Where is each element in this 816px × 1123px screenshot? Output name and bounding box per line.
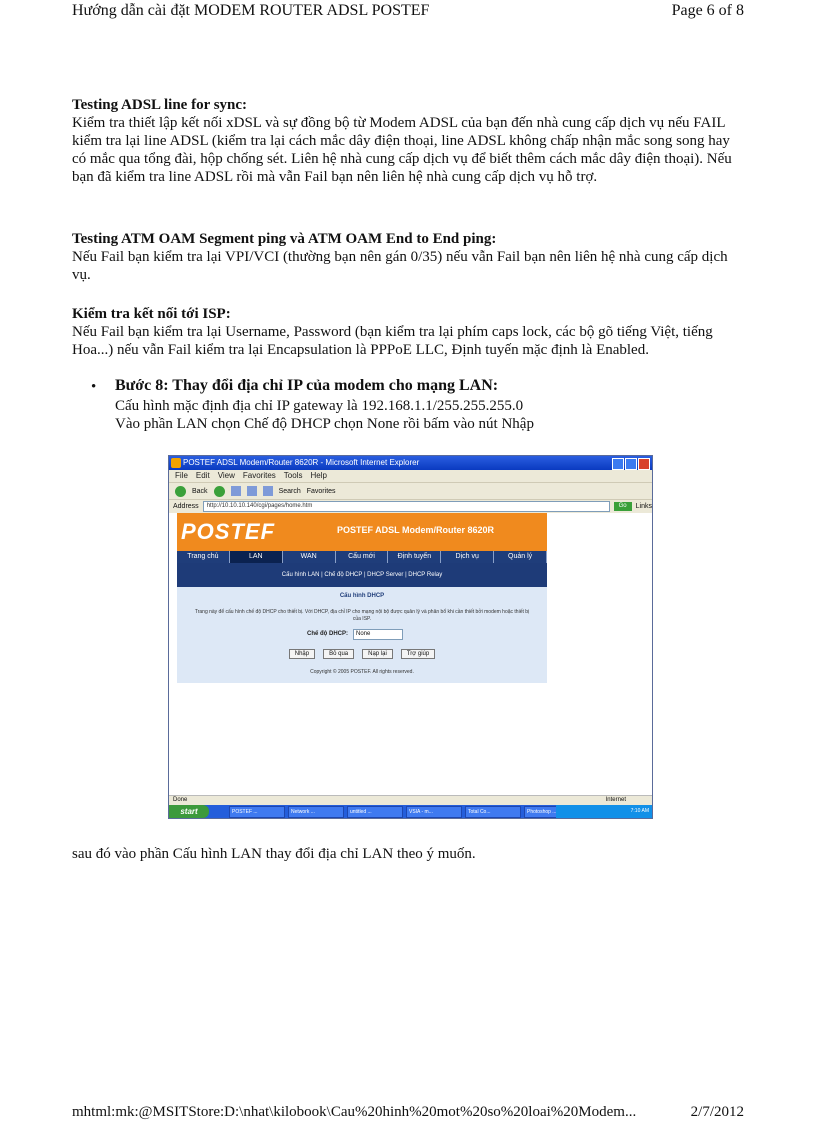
close-icon[interactable] bbox=[638, 458, 650, 470]
submit-button[interactable]: Nhập bbox=[289, 649, 315, 659]
panel-description: Trang này để cấu hình chế độ DHCP cho thiết bị. Với DHCP, địa chỉ IP cho mạng nội bộ được quản lý và phân bổ khi cần thiết bởi modem hoặc thiết bị của ISP. bbox=[194, 609, 530, 622]
status-bar bbox=[169, 795, 653, 805]
task-item[interactable]: untitled ... bbox=[347, 806, 403, 818]
after-text: sau đó vào phần Cấu hình LAN thay đổi địa chỉ LAN theo ý muốn. bbox=[72, 846, 476, 862]
help-button[interactable]: Trợ giúp bbox=[401, 649, 435, 659]
section-heading: Testing ATM OAM Segment ping và ATM OAM End to End ping: bbox=[72, 231, 497, 247]
refresh-icon[interactable] bbox=[247, 486, 257, 496]
task-item[interactable]: Network ... bbox=[288, 806, 344, 818]
bullet-icon: • bbox=[91, 379, 97, 395]
task-item[interactable]: POSTEF ... bbox=[229, 806, 285, 818]
status-text: Done bbox=[173, 797, 188, 803]
step-line-1: Cấu hình mặc định địa chỉ IP gateway là 192.168.1.1/255.255.255.0 bbox=[115, 398, 524, 414]
section-body: Nếu Fail bạn kiểm tra lại Username, Password (bạn kiểm tra lại phím caps lock, các bộ gõ tiếng Việt, tiếng Hoa...) nếu vẫn Fail kiểm tra lại Encapsulation là PPPoE LLC, Định tuyến mặc định là Enabled. bbox=[72, 324, 713, 358]
task-list bbox=[229, 806, 580, 818]
nav-home[interactable]: Trang chủ bbox=[177, 551, 230, 563]
section-isp bbox=[72, 305, 744, 359]
browser-screenshot bbox=[168, 455, 653, 819]
menu-favorites[interactable]: Favorites bbox=[242, 471, 276, 480]
menu-help[interactable]: Help bbox=[310, 471, 327, 480]
browser-toolbar bbox=[169, 482, 652, 499]
task-item[interactable]: VSIA - m... bbox=[406, 806, 462, 818]
address-input[interactable]: http://10.10.10.140/cgi/pages/home.htm bbox=[203, 501, 610, 512]
dhcp-mode-select[interactable]: None bbox=[353, 629, 403, 640]
nav-lan[interactable]: LAN bbox=[230, 551, 283, 563]
forward-icon[interactable] bbox=[214, 486, 225, 497]
menu-file[interactable]: File bbox=[175, 471, 188, 480]
router-page bbox=[169, 513, 652, 795]
menu-view[interactable]: View bbox=[217, 471, 235, 480]
stop-icon[interactable] bbox=[231, 486, 241, 496]
address-label: Address bbox=[173, 503, 199, 510]
nav-admin[interactable]: Quản lý bbox=[494, 551, 547, 563]
footer-date: 2/7/2012 bbox=[690, 1104, 744, 1120]
router-banner bbox=[177, 513, 547, 551]
address-bar bbox=[169, 499, 652, 514]
search-button[interactable]: Search bbox=[278, 487, 301, 495]
lan-subnav[interactable]: Cấu hình LAN | Chế độ DHCP | DHCP Server | DHCP Relay bbox=[177, 563, 547, 587]
nav-config[interactable]: Cấu mới bbox=[336, 551, 389, 563]
window-title: POSTEF ADSL Modem/Router 8620R - Microsoft Internet Explorer bbox=[183, 458, 420, 467]
start-button[interactable]: start bbox=[169, 805, 209, 818]
section-body: Nếu Fail bạn kiểm tra lại VPI/VCI (thường bạn nên gán 0/35) nếu vẫn Fail bạn nên liên hệ nhà cung cấp dịch vụ. bbox=[72, 249, 728, 283]
dhcp-panel bbox=[177, 587, 547, 683]
copyright: Copyright © 2005 POSTEF. All rights reserved. bbox=[310, 669, 414, 675]
task-item[interactable]: Photoshop ... bbox=[524, 806, 580, 818]
menu-bar bbox=[169, 470, 652, 482]
cancel-button[interactable]: Bỏ qua bbox=[323, 649, 354, 659]
links-button[interactable]: Links bbox=[635, 503, 652, 510]
go-button[interactable]: Go bbox=[614, 502, 632, 511]
nav-routing[interactable]: Định tuyến bbox=[388, 551, 441, 563]
back-icon[interactable] bbox=[175, 486, 186, 497]
clock: 7:10 AM bbox=[556, 805, 652, 818]
section-heading: Testing ADSL line for sync: bbox=[72, 97, 248, 113]
header-page-number: Page 6 of 8 bbox=[671, 2, 744, 19]
step-title: Bước 8: Thay đổi địa chỉ IP của modem cho mạng LAN: bbox=[115, 377, 499, 394]
section-sync bbox=[72, 96, 744, 186]
postef-logo: POSTEF bbox=[181, 519, 276, 544]
step-line-2: Vào phần LAN chọn Chế độ DHCP chọn None rồi bấm vào nút Nhập bbox=[115, 416, 534, 432]
nav-wan[interactable]: WAN bbox=[283, 551, 336, 563]
home-icon[interactable] bbox=[263, 486, 273, 496]
window-titlebar bbox=[169, 456, 652, 470]
nav-services[interactable]: Dịch vụ bbox=[441, 551, 494, 563]
maximize-icon[interactable] bbox=[625, 458, 637, 470]
taskbar bbox=[169, 805, 652, 818]
ie-icon bbox=[171, 458, 181, 468]
menu-edit[interactable]: Edit bbox=[195, 471, 210, 480]
panel-buttons bbox=[177, 649, 547, 659]
reload-button[interactable]: Nạp lại bbox=[362, 649, 393, 659]
dhcp-mode-label: Chế độ DHCP: bbox=[307, 631, 348, 637]
router-brand: POSTEF ADSL Modem/Router 8620R bbox=[337, 525, 495, 535]
menu-tools[interactable]: Tools bbox=[283, 471, 303, 480]
header-title: Hướng dẫn cài đặt MODEM ROUTER ADSL POSTEF bbox=[72, 2, 430, 19]
minimize-icon[interactable] bbox=[612, 458, 624, 470]
panel-title: Cấu hình DHCP bbox=[339, 593, 385, 599]
section-body: Kiểm tra thiết lập kết nối xDSL và sự đồng bộ từ Modem ADSL của bạn đến nhà cung cấp dịch vụ nếu FAIL kiểm tra lại line ADSL (kiểm tra lại cách mắc dây điện thoại, line ADSL không chấp nhận mắc song song hay có mắc qua tổng đài, hộp chống sét. Liên hệ nhà cung cấp dịch vụ để biết thêm cách mắc dây điện thoại). Nếu bạn đã kiểm tra line ADSL rồi mà vẫn Fail bạn nên liên hệ nhà cung cấp dịch vụ hỗ trợ. bbox=[72, 115, 732, 185]
task-item[interactable]: Total Co... bbox=[465, 806, 521, 818]
security-zone: Internet bbox=[605, 797, 626, 803]
favorites-button[interactable]: Favorites bbox=[306, 487, 336, 495]
router-nav bbox=[177, 551, 547, 563]
back-button[interactable]: Back bbox=[192, 487, 208, 495]
section-heading: Kiểm tra kết nối tới ISP: bbox=[72, 306, 231, 322]
footer-path: mhtml:mk:@MSITStore:D:\nhat\kilobook\Cau%20hinh%20mot%20so%20loai%20Modem... bbox=[72, 1104, 637, 1120]
section-atm bbox=[72, 230, 744, 284]
